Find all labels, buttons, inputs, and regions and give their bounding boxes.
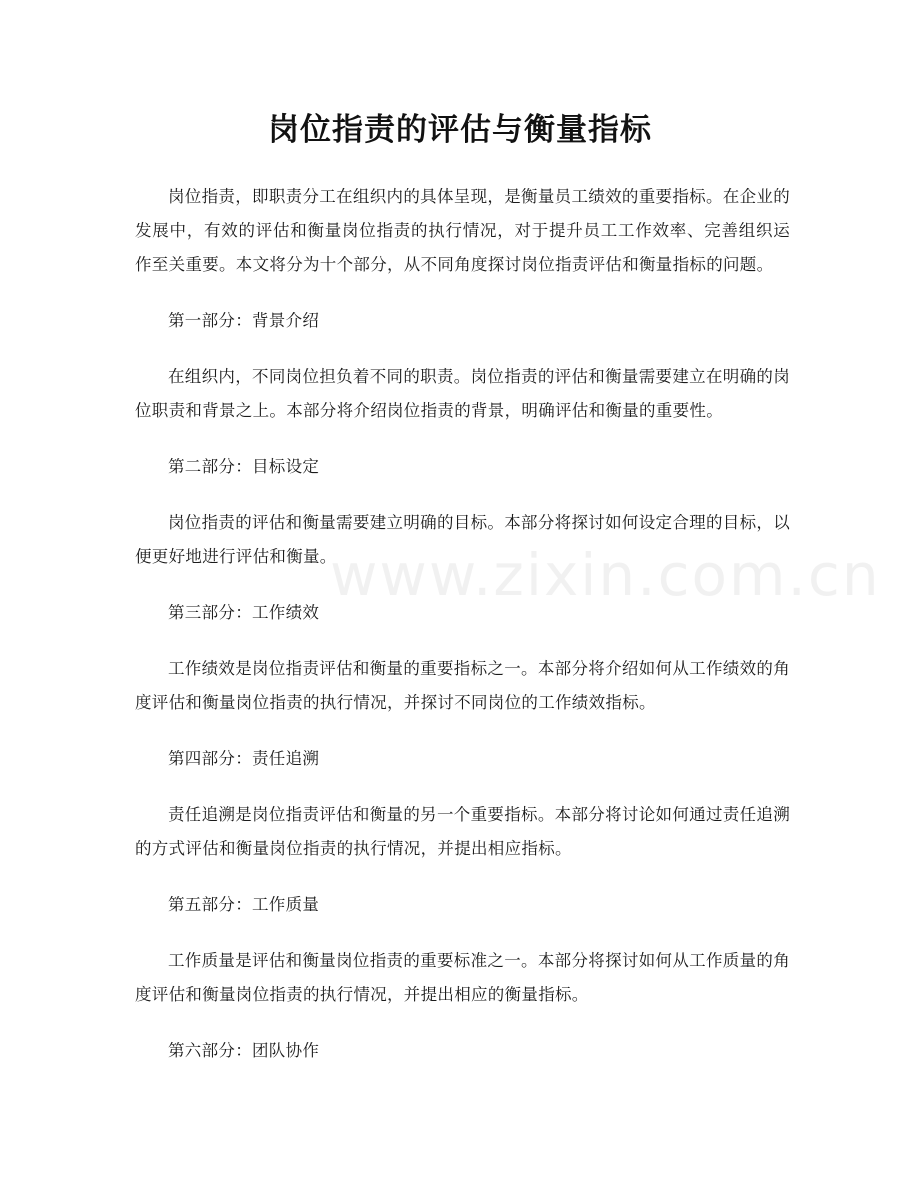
document-title: 岗位指责的评估与衡量指标 [268, 112, 652, 148]
section-paragraph-1: 在组织内，不同岗位担负着不同的职责。岗位指责的评估和衡量需要建立在明确的岗位职责和背景之上。本部分将介绍岗位指责的背景，明确评估和衡量的重要性。 [135, 367, 790, 420]
section-paragraph-2: 岗位指责的评估和衡量需要建立明确的目标。本部分将探讨如何设定合理的目标，以便更好地进行评估和衡量。 [135, 513, 790, 566]
section-paragraph-3: 工作绩效是岗位指责评估和衡量的重要指标之一。本部分将介绍如何从工作绩效的角度评估和衡量岗位指责的执行情况，并探讨不同岗位的工作绩效指标。 [135, 659, 790, 712]
section-heading-3: 第三部分：工作绩效 [168, 603, 320, 622]
section-heading-6: 第六部分：团队协作 [168, 1041, 320, 1060]
intro-paragraph: 岗位指责，即职责分工在组织内的具体呈现，是衡量员工绩效的重要指标。在企业的发展中，有效的评估和衡量岗位指责的执行情况，对于提升员工工作效率、完善组织运作至关重要。本文将分为十个部分，从不同角度探讨岗位指责评估和衡量指标的问题。 [135, 187, 790, 274]
section-heading-4: 第四部分：责任追溯 [168, 749, 320, 768]
section-paragraph-4: 责任追溯是岗位指责评估和衡量的另一个重要指标。本部分将讨论如何通过责任追溯的方式评估和衡量岗位指责的执行情况，并提出相应指标。 [135, 805, 790, 858]
section-heading-1: 第一部分：背景介绍 [168, 311, 320, 330]
document-body [135, 180, 790, 1090]
section-paragraph-5: 工作质量是评估和衡量岗位指责的重要标准之一。本部分将探讨如何从工作质量的角度评估和衡量岗位指责的执行情况，并提出相应的衡量指标。 [135, 951, 790, 1004]
watermark: www.zixin.com.cn [330, 541, 881, 609]
section-heading-5: 第五部分：工作质量 [168, 895, 320, 914]
section-heading-2: 第二部分：目标设定 [168, 457, 320, 476]
